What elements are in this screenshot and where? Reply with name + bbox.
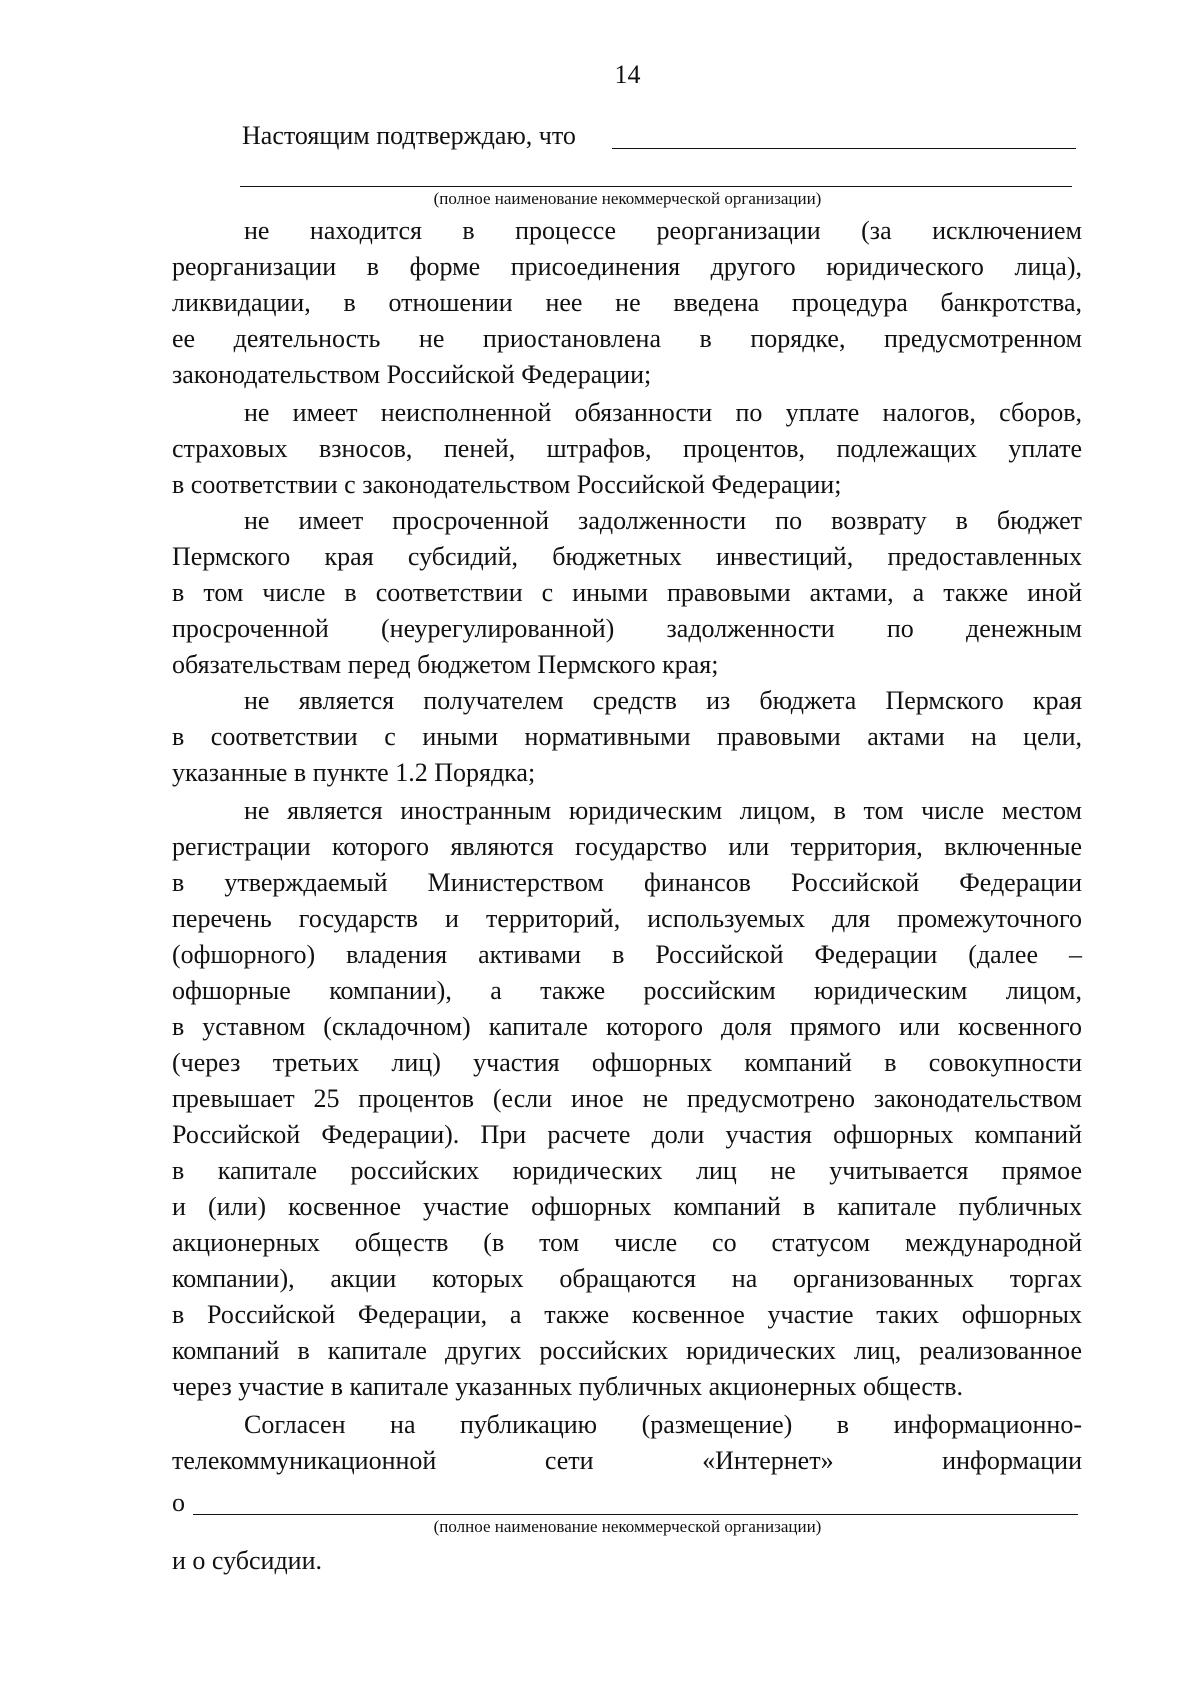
body-line: через участие в капитале указанных публичных акционерных обществ. xyxy=(172,1372,964,1401)
body-line: перечень государств и территорий, используемых для промежуточного xyxy=(172,904,1082,933)
body-line: Пермского края субсидий, бюджетных инвестиций, предоставленных xyxy=(172,542,1082,571)
body-line: обязательствам перед бюджетом Пермского края; xyxy=(172,650,719,679)
body-line: в уставном (складочном) капитале которого доля прямого или косвенного xyxy=(172,1012,1082,1041)
body-line: указанные в пункте 1.2 Порядка; xyxy=(172,758,536,787)
org-name-caption-2: (полное наименование некоммерческой организации) xyxy=(433,1517,822,1536)
body-line: не является получателем средств из бюджета Пермского края xyxy=(244,686,1082,715)
closing-text: и о субсидии. xyxy=(172,1546,323,1575)
body-line: (офшорного) владения активами в Российской Федерации (далее – xyxy=(172,940,1082,969)
page-number: 14 xyxy=(614,60,641,89)
body-line: акционерных обществ (в том числе со статусом международной xyxy=(172,1228,1082,1257)
org-name-caption: (полное наименование некоммерческой организации) xyxy=(433,189,822,208)
body-line: ликвидации, в отношении нее не введена процедура банкротства, xyxy=(172,288,1082,317)
body-line: страховых взносов, пеней, штрафов, процентов, подлежащих уплате xyxy=(172,434,1082,463)
body-line: Согласен на публикацию (размещение) в информационно- xyxy=(244,1410,1082,1439)
body-line: не имеет неисполненной обязанности по уплате налогов, сборов, xyxy=(244,398,1082,427)
body-line: (через третьих лиц) участия офшорных компаний в совокупности xyxy=(172,1048,1082,1077)
body-line: и (или) косвенное участие офшорных компаний в капитале публичных xyxy=(172,1192,1082,1221)
body-line: законодательством Российской Федерации; xyxy=(172,360,652,389)
body-line: компании), акции которых обращаются на организованных торгах xyxy=(172,1264,1082,1293)
body-line: офшорные компании), а также российским юридическим лицом, xyxy=(172,976,1082,1005)
body-line: просроченной (неурегулированной) задолженности по денежным xyxy=(172,614,1082,643)
body-line: в утверждаемый Министерством финансов Российской Федерации xyxy=(172,868,1082,897)
body-line: не является иностранным юридическим лицом, в том числе местом xyxy=(244,796,1082,825)
body-line: в Российской Федерации, а также косвенное участие таких офшорных xyxy=(172,1300,1082,1329)
body-line: телекоммуникационной сети «Интернет» информации xyxy=(172,1446,1082,1475)
org-name-blank-line-2[interactable] xyxy=(240,186,1072,187)
org-name-blank-line-3[interactable] xyxy=(193,1514,1078,1515)
body-line: ее деятельность не приостановлена в порядке, предусмотренном xyxy=(172,324,1082,353)
body-line: не имеет просроченной задолженности по возврату в бюджет xyxy=(244,506,1082,535)
body-line: превышает 25 процентов (если иное не предусмотрено законодательством xyxy=(172,1084,1082,1113)
o-letter: о xyxy=(172,1488,185,1517)
body-line: регистрации которого являются государство или территория, включенные xyxy=(172,832,1082,861)
body-line: в соответствии с законодательством Российской Федерации; xyxy=(172,470,842,499)
body-line: Российской Федерации). При расчете доли участия офшорных компаний xyxy=(172,1120,1082,1149)
body-line: не находится в процессе реорганизации (за исключением xyxy=(244,216,1082,245)
body-line: компаний в капитале других российских юридических лиц, реализованное xyxy=(172,1336,1082,1365)
body-line: в капитале российских юридических лиц не учитывается прямое xyxy=(172,1156,1082,1185)
org-name-blank-line-1[interactable] xyxy=(612,148,1076,149)
body-line: в соответствии с иными нормативными правовыми актами на цели, xyxy=(172,722,1082,751)
body-line: реорганизации в форме присоединения другого юридического лица), xyxy=(172,252,1082,281)
body-line: в том числе в соответствии с иными правовыми актами, а также иной xyxy=(172,578,1082,607)
header-phrase: Настоящим подтверждаю, что xyxy=(242,121,576,150)
